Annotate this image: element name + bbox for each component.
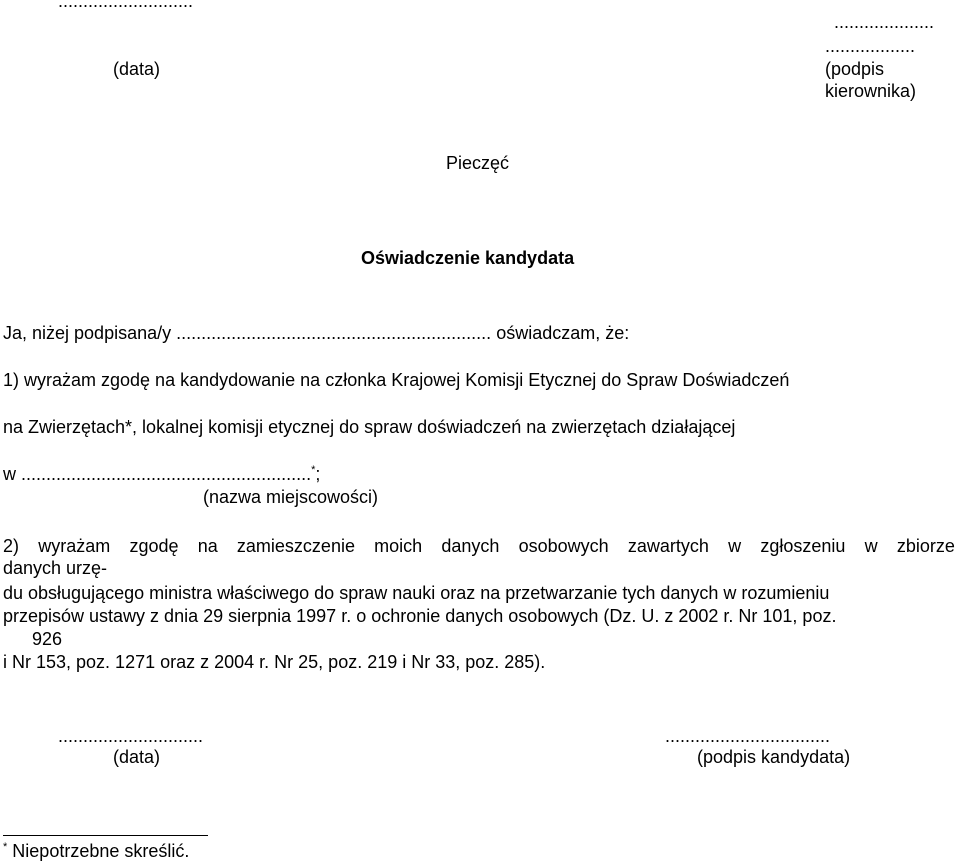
stamp-label: Pieczęć (446, 153, 510, 173)
top-signature-dots-2: .................. (825, 36, 916, 56)
top-signature-label-1: (podpis (825, 59, 885, 79)
point2-line1-word: zamieszczenie (236, 536, 355, 556)
point2-line4: przepisów ustawy z dnia 29 sierpnia 1997 r. o ochronie danych osobowych (Dz. U. z 2002 r. Nr 101, poz. (3, 606, 837, 626)
point1-prefix: w (3, 464, 16, 484)
point2-line3: du obsługującego ministra właściwego do spraw nauki oraz na przetwarzanie tych danych w rozumieniu (3, 583, 830, 603)
place-caption: (nazwa miejscowości) (203, 487, 379, 507)
point2-line5: 926 (32, 629, 63, 649)
top-signature-dots-1: .................... (834, 12, 935, 32)
footnote-text: Niepotrzebne skreślić. (12, 841, 190, 861)
top-date-label: (data) (113, 59, 161, 79)
bottom-signature-dots: ................................. (665, 726, 831, 746)
intro-name-dots: ............................................................... (176, 323, 492, 343)
point2-line1-word: moich (374, 536, 423, 556)
point2-line6: i Nr 153, poz. 1271 oraz z 2004 r. Nr 25, poz. 219 i Nr 33, poz. 285). (3, 652, 546, 672)
point2-line1-word: na (197, 536, 218, 556)
point2-line1-word: danych (441, 536, 500, 556)
point2-line1-word: zawartych (627, 536, 709, 556)
point2-line1-word: osobowych (518, 536, 609, 556)
bottom-signature-label: (podpis kandydata) (697, 747, 851, 767)
point2-line1-word: w (728, 536, 742, 556)
point2-line1 (3, 535, 955, 557)
point2-line2: danych urzę- (3, 558, 108, 578)
point2-line1-word: wyrażam (38, 536, 111, 556)
point2-line1-word: 2) (3, 536, 20, 556)
point2-line1-word: w (864, 536, 878, 556)
point1-line3 (3, 463, 320, 485)
point2-line1-word: zgodę (129, 536, 179, 556)
bottom-date-dots: ............................. (58, 726, 204, 746)
bottom-date-label: (data) (113, 747, 161, 767)
point1-line2: na Zwierzętach*, lokalnej komisji etycznej do spraw doświadczeń na zwierzętach działającej (3, 417, 736, 437)
top-date-dots: ........................... (58, 0, 194, 11)
point1-line1: 1) wyrażam zgodę na kandydowanie na członka Krajowej Komisji Etycznej do Spraw Doświadczeń (3, 370, 790, 390)
document-title: Oświadczenie kandydata (361, 248, 575, 268)
footnote (3, 840, 189, 862)
place-dots: .......................................................... (21, 464, 312, 484)
point2-line1-word: zbiorze (896, 536, 955, 556)
footnote-marker: * (3, 841, 8, 853)
footnote-marker-inline: * (311, 464, 316, 476)
point1-semicolon: ; (315, 464, 321, 484)
top-signature-label-2: kierownika) (825, 81, 917, 101)
point2-line1-word: zgłoszeniu (760, 536, 846, 556)
intro-text: Ja, niżej podpisana/y (3, 323, 172, 343)
footnote-rule (3, 835, 208, 836)
intro-statement: oświadczam, że: (496, 323, 630, 343)
intro-line (3, 322, 629, 344)
